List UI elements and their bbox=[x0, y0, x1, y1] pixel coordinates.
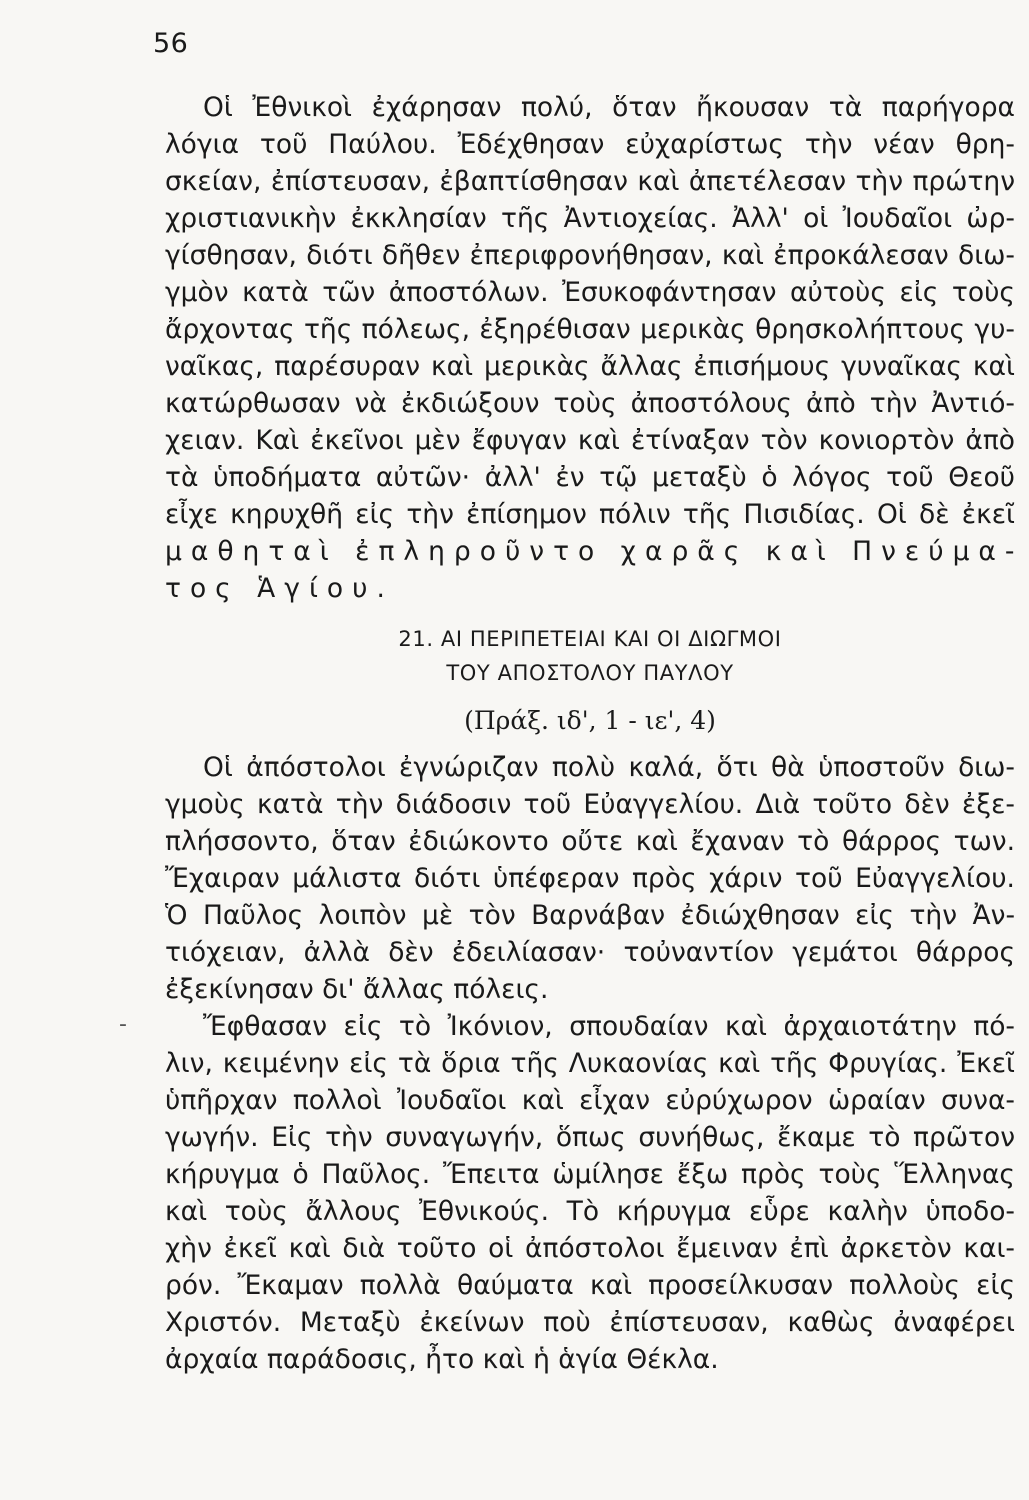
text-line: χριστιανικὴν ἐκκλησίαν τῆς Ἀντιοχείας. Ἀλλ' οἱ Ἰουδαῖοι ὠρ- bbox=[165, 203, 1015, 234]
text-line: Οἱ ἀπόστολοι ἐγνώριζαν πολὺ καλά, ὅτι θὰ ὑποστοῦν διω- bbox=[203, 752, 1015, 783]
text-line: λόγια τοῦ Παύλου. Ἐδέχθησαν εὐχαρίστως τὴν νέαν θρη- bbox=[165, 129, 1015, 160]
text-line: Χριστόν. Μεταξὺ ἐκείνων ποὺ ἐπίστευσαν, καθὼς ἀναφέρει bbox=[165, 1307, 1015, 1338]
text-line: γμὸν κατὰ τῶν ἀποστόλων. Ἐσυκοφάντησαν αὐτοὺς εἰς τοὺς bbox=[165, 277, 1015, 308]
section-heading-line-2: ΤΟΥ ΑΠΟΣΤΟΛΟΥ ΠΑΥΛΟΥ bbox=[446, 661, 734, 685]
text-line: μαθηταὶ ἐπληροῦντο χαρᾶς καὶ Πνεύμα- bbox=[165, 536, 1024, 567]
text-line: καὶ τοὺς ἄλλους Ἐθνικούς. Τὸ κήρυγμα εὗρε καλὴν ὑποδο- bbox=[165, 1196, 1015, 1227]
text-line: γωγήν. Εἰς τὴν συναγωγήν, ὅπως συνήθως, ἔκαμε τὸ πρῶτον bbox=[165, 1122, 1015, 1153]
text-line: ὑπῆρχαν πολλοὶ Ἰουδαῖοι καὶ εἶχαν εὐρύχωρον ὡραίαν συνα- bbox=[165, 1085, 1015, 1116]
text-line: εἶχε κηρυχθῆ εἰς τὴν ἐπίσημον πόλιν τῆς Πισιδίας. Οἱ δὲ ἐκεῖ bbox=[165, 499, 1015, 530]
text-line: κατώρθωσαν νὰ ἐκδιώξουν τοὺς ἀποστόλους ἀπὸ τὴν Ἀντιό- bbox=[165, 388, 1015, 419]
text-line: ναῖκας, παρέσυραν καὶ μερικὰς ἄλλας ἐπισήμους γυναῖκας καὶ bbox=[165, 351, 1015, 382]
text-line: πλήσσοντο, ὅταν ἐδιώκοντο οὔτε καὶ ἔχαναν τὸ θάρρος των. bbox=[165, 826, 1015, 857]
text-line: Ὁ Παῦλος λοιπὸν μὲ τὸν Βαρνάβαν ἐδιώχθησαν εἰς τὴν Ἀν- bbox=[165, 900, 1015, 931]
text-line: κήρυγμα ὁ Παῦλος. Ἔπειτα ὡμίλησε ἔξω πρὸς τοὺς Ἕλληνας bbox=[165, 1159, 1015, 1190]
text-line: ρόν. Ἔκαμαν πολλὰ θαύματα καὶ προσείλκυσαν πολλοὺς εἰς bbox=[165, 1270, 1015, 1301]
text-line: γμοὺς κατὰ τὴν διάδοσιν τοῦ Εὐαγγελίου. Διὰ τοῦτο δὲν ἐξε- bbox=[165, 789, 1015, 820]
text-line: χὴν ἐκεῖ καὶ διὰ τοῦτο οἱ ἀπόστολοι ἔμειναν ἐπὶ ἀρκετὸν και- bbox=[165, 1233, 1015, 1264]
section-heading-line-1: 21. ΑΙ ΠΕΡΙΠΕΤΕΙΑΙ ΚΑΙ ΟΙ ΔΙΩΓΜΟΙ bbox=[398, 627, 782, 651]
text-line: ἄρχοντας τῆς πόλεως, ἐξηρέθισαν μερικὰς θρησκολήπτους γυ- bbox=[165, 314, 1015, 345]
text-line: λιν, κειμένην εἰς τὰ ὅρια τῆς Λυκαονίας καὶ τῆς Φρυγίας. Ἐκεῖ bbox=[165, 1048, 1015, 1079]
text-line: τιόχειαν, ἀλλὰ δὲν ἐδειλίασαν· τοὐναντίον γεμάτοι θάρρος bbox=[165, 937, 1015, 968]
text-line: τος Ἁγίου. bbox=[165, 573, 394, 604]
page-number: 56 bbox=[153, 28, 189, 59]
text-line: Ἔφθασαν εἰς τὸ Ἰκόνιον, σπουδαίαν καὶ ἀρχαιοτάτην πό- bbox=[203, 1011, 1015, 1042]
text-line: σκείαν, ἐπίστευσαν, ἐβαπτίσθησαν καὶ ἀπετέλεσαν τὴν πρώτην bbox=[165, 166, 1015, 197]
text-line: τὰ ὑποδήματα αὐτῶν· ἀλλ' ἐν τῷ μεταξὺ ὁ λόγος τοῦ Θεοῦ bbox=[165, 462, 1015, 493]
text-line: γίσθησαν, διότι δῆθεν ἐπεριφρονήθησαν, καὶ ἐπροκάλεσαν διω- bbox=[165, 240, 1015, 271]
margin-mark: - bbox=[119, 1012, 127, 1037]
scripture-reference: (Πράξ. ιδ', 1 - ιε', 4) bbox=[464, 706, 716, 735]
text-line: ἐξεκίνησαν δι' ἄλλας πόλεις. bbox=[165, 974, 549, 1005]
text-line: χειαν. Καὶ ἐκεῖνοι μὲν ἔφυγαν καὶ ἐτίναξαν τὸν κονιορτὸν ἀπὸ bbox=[165, 425, 1015, 456]
text-line: Ἔχαιραν μάλιστα διότι ὑπέφεραν πρὸς χάριν τοῦ Εὐαγγελίου. bbox=[165, 863, 1015, 894]
text-line: Οἱ Ἐθνικοὶ ἐχάρησαν πολύ, ὅταν ἤκουσαν τὰ παρήγορα bbox=[203, 92, 1015, 123]
text-line: ἀρχαία παράδοσις, ἦτο καὶ ἡ ἁγία Θέκλα. bbox=[165, 1344, 719, 1375]
